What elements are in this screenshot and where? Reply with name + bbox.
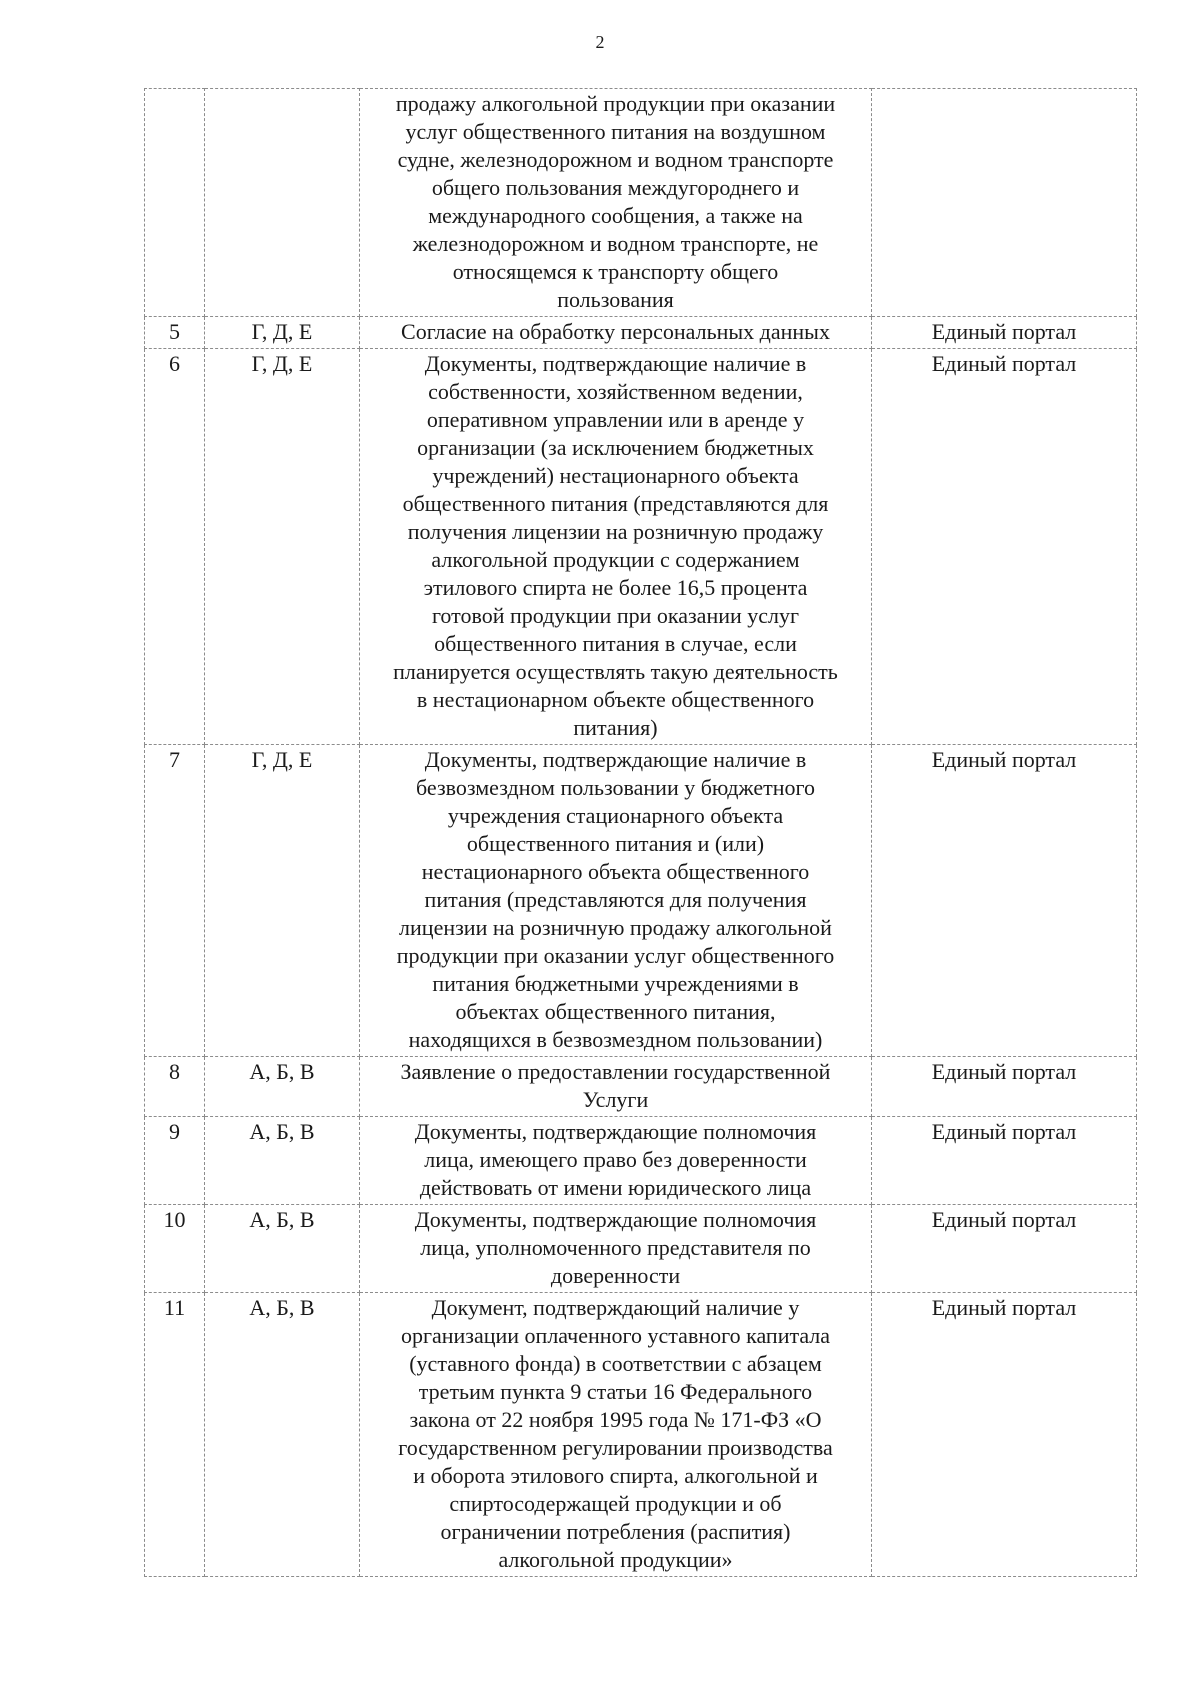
applicant-categories: Г, Д, Е <box>205 317 360 349</box>
table-row <box>145 349 1137 745</box>
table-row <box>145 1293 1137 1577</box>
submission-method: Единый портал <box>872 317 1137 349</box>
table-row <box>145 1117 1137 1205</box>
document-description: Документы, подтверждающие наличие в собственности, хозяйственном ведении, оперативном управлении или в аренде у организации (за исключением бюджетных учреждений) нестационарного объекта общественного питания (представляются для получения лицензии на розничную продажу алкогольной продукции с содержанием этилового спирта не более 16,5 процента готовой продукции при оказании услуг общественного питания в случае, если планируется осуществлять такую деятельность в нестационарном объекте общественного питания) <box>360 349 872 745</box>
applicant-categories <box>205 89 360 317</box>
submission-method: Единый портал <box>872 1205 1137 1293</box>
row-number: 9 <box>145 1117 205 1205</box>
document-description: продажу алкогольной продукции при оказании услуг общественного питания на воздушном судне, железнодорожном и водном транспорте общего пользования междугороднего и международного сообщения, а также на железнодорожном и водном транспорте, не относящемся к транспорту общего пользования <box>360 89 872 317</box>
applicant-categories: А, Б, В <box>205 1205 360 1293</box>
row-number <box>145 89 205 317</box>
table-row <box>145 1205 1137 1293</box>
row-number: 11 <box>145 1293 205 1577</box>
document-description: Документы, подтверждающие наличие в безвозмездном пользовании у бюджетного учреждения стационарного объекта общественного питания и (или) нестационарного объекта общественного питания (представляются для получения лицензии на розничную продажу алкогольной продукции при оказании услуг общественного питания бюджетными учреждениями в объектах общественного питания, находящихся в безвозмездном пользовании) <box>360 745 872 1057</box>
page-number: 2 <box>595 32 605 52</box>
table-row <box>145 1057 1137 1117</box>
submission-method <box>872 89 1137 317</box>
document-description: Документ, подтверждающий наличие у организации оплаченного уставного капитала (уставного фонда) в соответствии с абзацем третьим пункта 9 статьи 16 Федерального закона от 22 ноября 1995 года № 171-ФЗ «О государственном регулировании производства и оборота этилового спирта, алкогольной и спиртосодержащей продукции и об ограничении потребления (распития) алкогольной продукции» <box>360 1293 872 1577</box>
submission-method: Единый портал <box>872 1057 1137 1117</box>
applicant-categories: А, Б, В <box>205 1057 360 1117</box>
submission-method: Единый портал <box>872 745 1137 1057</box>
document-description: Заявление о предоставлении государственной Услуги <box>360 1057 872 1117</box>
table-row <box>145 317 1137 349</box>
document-description: Документы, подтверждающие полномочия лица, уполномоченного представителя по доверенности <box>360 1205 872 1293</box>
row-number: 5 <box>145 317 205 349</box>
submission-method: Единый портал <box>872 1117 1137 1205</box>
applicant-categories: Г, Д, Е <box>205 745 360 1057</box>
documents-table <box>144 88 1137 1577</box>
row-number: 7 <box>145 745 205 1057</box>
applicant-categories: А, Б, В <box>205 1293 360 1577</box>
table-row <box>145 745 1137 1057</box>
document-description: Согласие на обработку персональных данных <box>360 317 872 349</box>
applicant-categories: Г, Д, Е <box>205 349 360 745</box>
row-number: 8 <box>145 1057 205 1117</box>
document-description: Документы, подтверждающие полномочия лица, имеющего право без доверенности действовать от имени юридического лица <box>360 1117 872 1205</box>
table-row <box>145 89 1137 317</box>
row-number: 10 <box>145 1205 205 1293</box>
submission-method: Единый портал <box>872 1293 1137 1577</box>
submission-method: Единый портал <box>872 349 1137 745</box>
row-number: 6 <box>145 349 205 745</box>
applicant-categories: А, Б, В <box>205 1117 360 1205</box>
